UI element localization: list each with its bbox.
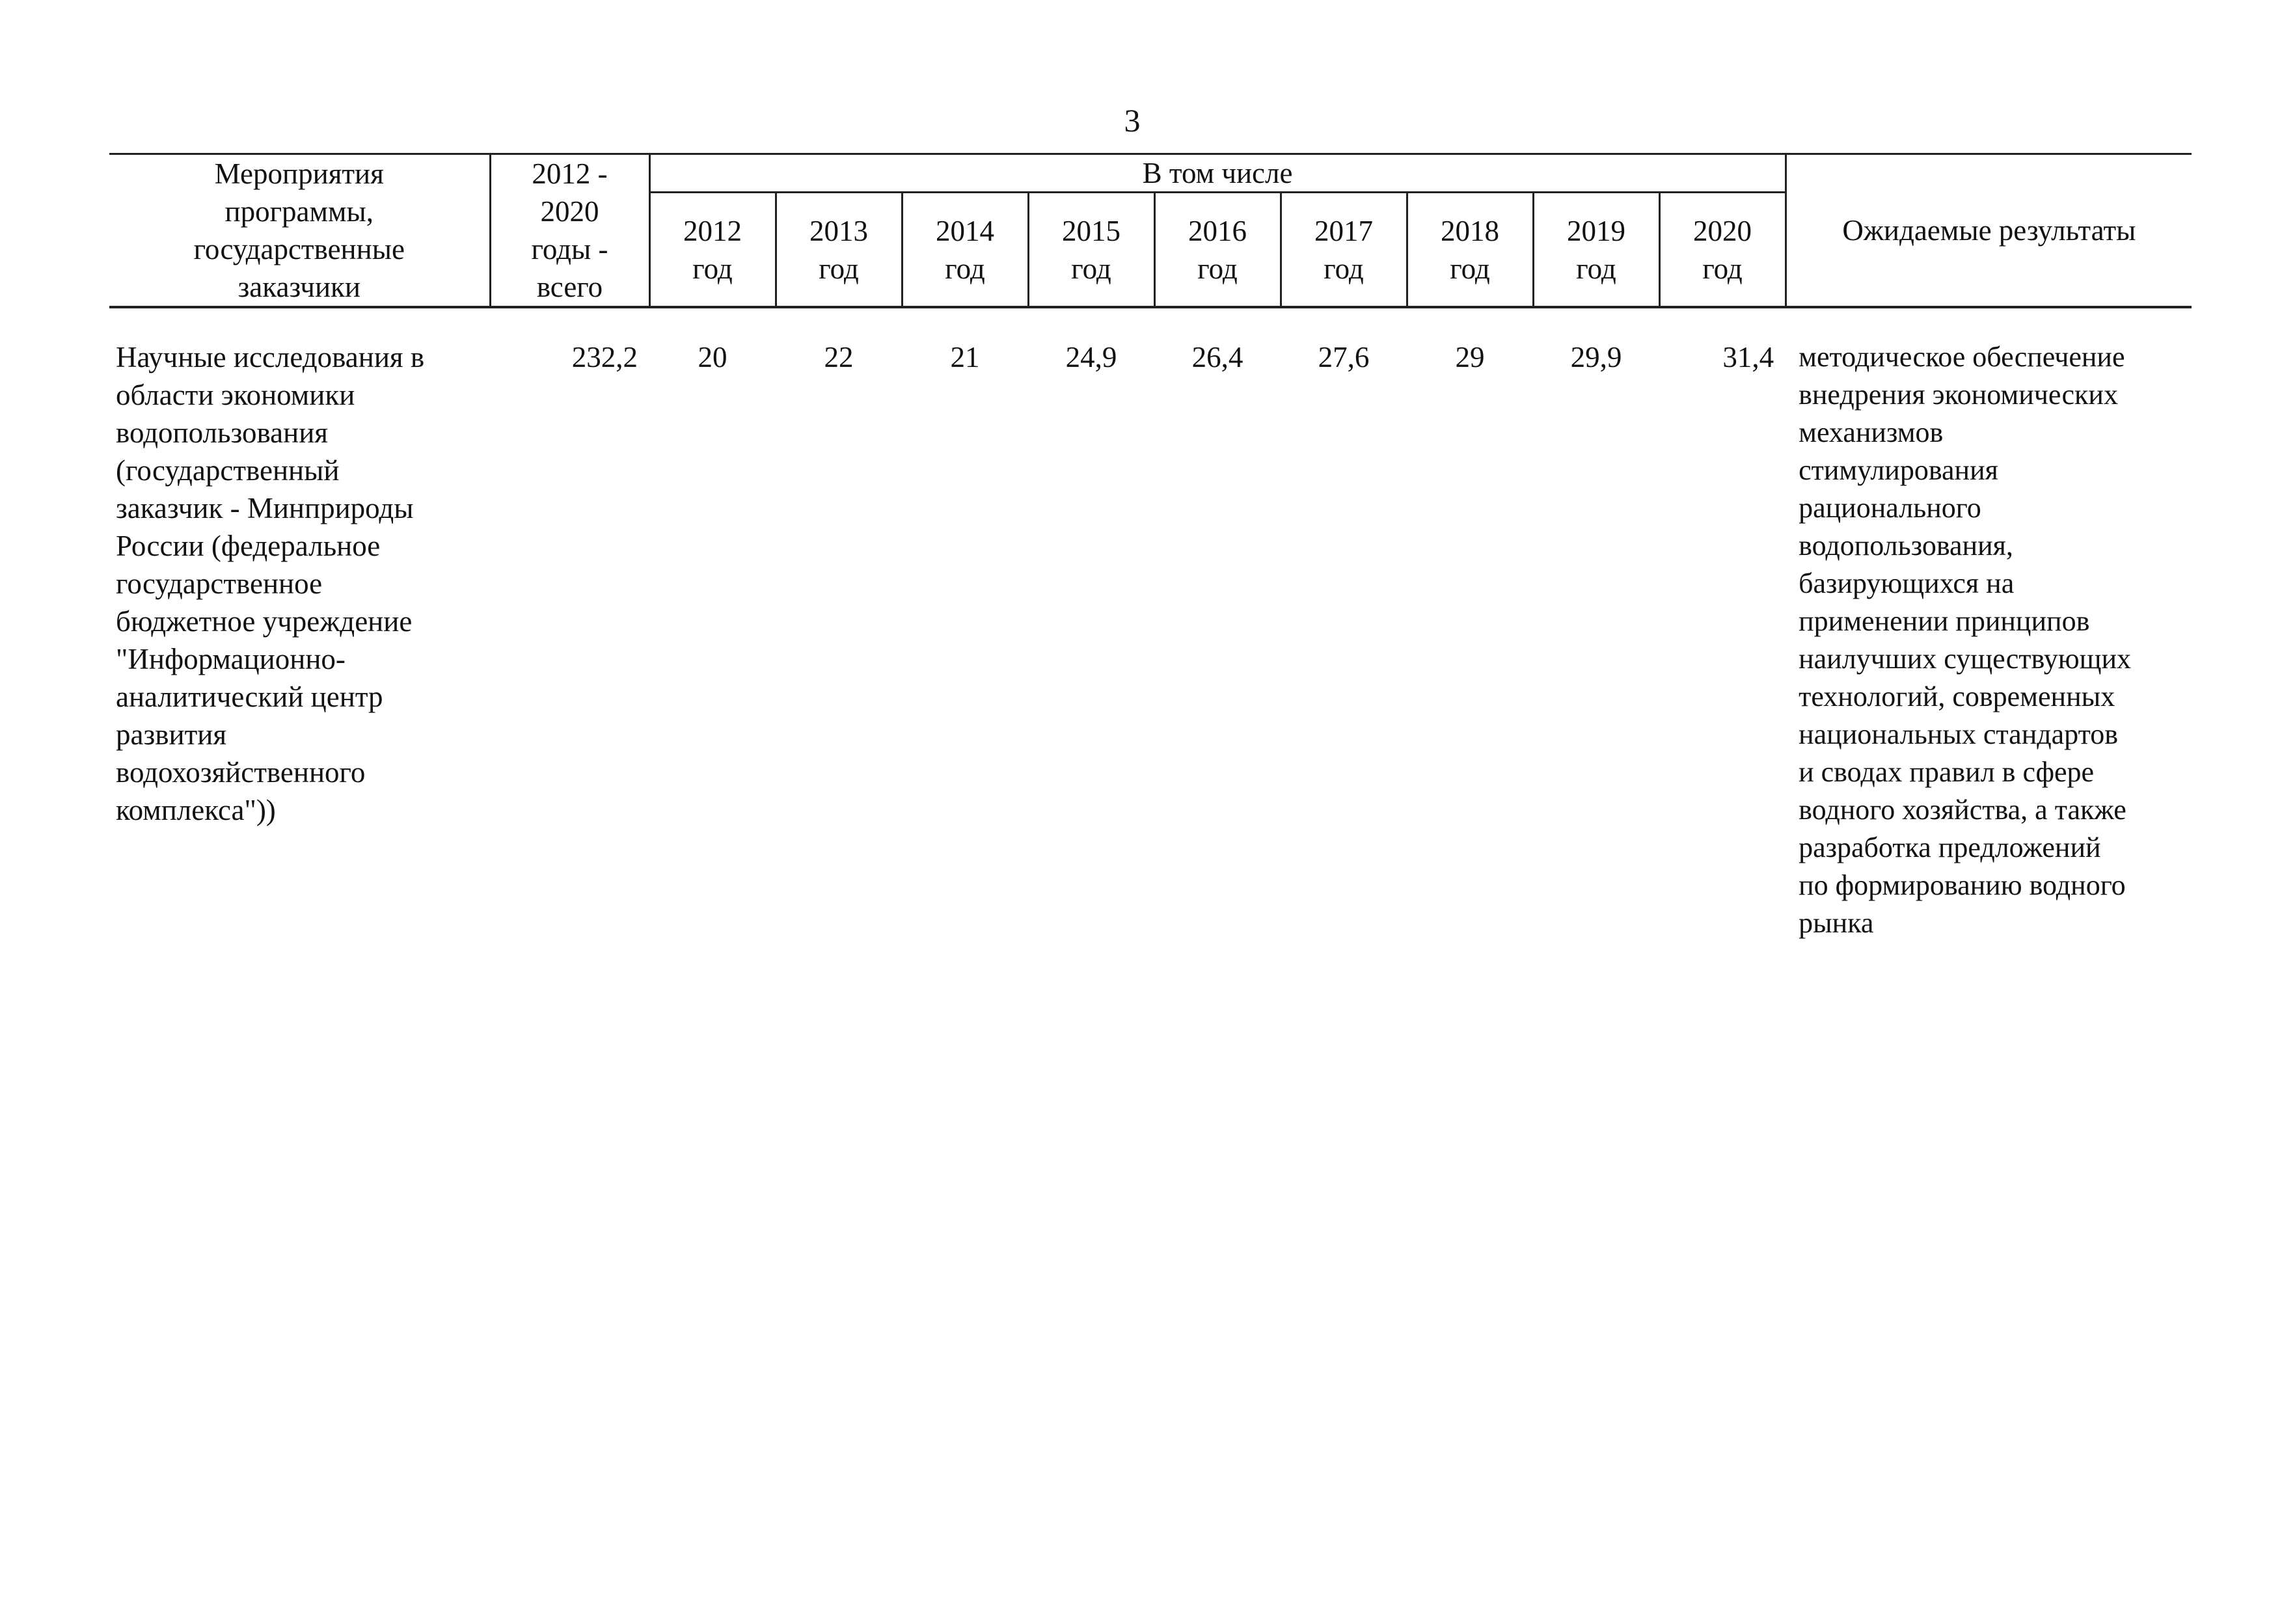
page-number: 3 [1124,102,1141,139]
header-total-line: годы - [531,233,608,265]
result-line: по формированию водного [1799,869,2126,901]
activity-line: области экономики [116,379,355,411]
header-total [490,154,649,308]
result-line: водопользования, [1799,530,2013,562]
result-line: базирующихся на [1799,567,2015,599]
header-year [1028,193,1154,307]
header-year-number: 2015 [1062,214,1121,247]
year-value-cell: 21 [950,341,980,373]
header-year-number: 2018 [1441,214,1499,247]
header-year [1154,193,1281,307]
result-line: механизмов [1799,416,1944,448]
result-line: стимулирования [1799,454,1998,486]
header-year [649,193,776,307]
activity-line: (государственный [116,454,340,487]
header-total-line: 2020 [540,195,599,228]
year-value-cell: 31,4 [1722,341,1774,373]
result-line: наилучших существующих [1799,643,2132,675]
header-year-unit: год [1576,252,1616,285]
activity-line: "Информационно- [116,643,346,675]
year-value-cell: 26,4 [1191,341,1243,373]
result-line: национальных стандартов [1799,718,2119,750]
header-activity-line: Мероприятия [214,157,384,190]
header-total-line: всего [536,271,603,303]
activity-line: водопользования [116,416,329,449]
activity-line: развития [116,718,227,751]
activity-line: России (федеральное [116,530,381,562]
result-line: внедрения экономических [1799,379,2118,411]
header-year-unit: год [1071,252,1111,285]
activity-cell [109,307,490,942]
header-total-line: 2012 - [532,157,608,190]
header-year-number: 2013 [809,214,868,247]
header-year-unit: год [945,252,985,285]
header-year-unit: год [1450,252,1490,285]
year-value-cell: 20 [698,341,727,373]
header-year [1281,193,1407,307]
result-line: разработка предложений [1799,832,2101,863]
result-line: рационального [1799,492,1981,524]
activity-line: комплекса")) [116,794,276,826]
activity-line: государственное [116,567,323,600]
header-activity-line: программы, [224,195,374,228]
result-line: рынка [1799,907,1874,939]
activity-line: бюджетное учреждение [116,605,413,638]
year-value-cell: 24,9 [1065,341,1117,373]
header-year-number: 2019 [1567,214,1625,247]
header-year-unit: год [1324,252,1364,285]
activity-line: водохозяйственного [116,756,366,789]
header-year [902,193,1028,307]
result-cell [1786,307,2192,942]
header-year-unit: год [692,252,733,285]
header-year [1533,193,1659,307]
table-row [109,307,2192,942]
total-cell: 232,2 [571,341,638,373]
header-including: В том числе [649,154,1786,193]
year-value-cell: 27,6 [1318,341,1370,373]
year-value-cell: 29 [1455,341,1485,373]
header-year-number: 2020 [1693,214,1752,247]
header-year-unit: год [1197,252,1238,285]
result-line: технологий, современных [1799,681,2115,712]
year-value-cell: 29,9 [1570,341,1622,373]
activity-line: Научные исследования в [116,341,425,373]
result-line: применении принципов [1799,605,2090,637]
header-activity [109,154,490,308]
result-line: водного хозяйства, а также [1799,794,2126,826]
header-year-number: 2017 [1314,214,1373,247]
table-body [109,307,2192,942]
activity-line: заказчик - Минприроды [116,492,414,524]
year-value-cell: 22 [824,341,854,373]
header-year-number: 2014 [936,214,994,247]
header-year [776,193,902,307]
result-line: методическое обеспечение [1799,341,2125,373]
activity-line: аналитический центр [116,681,383,713]
header-year-unit: год [819,252,859,285]
header-year-unit: год [1702,252,1743,285]
header-year [1407,193,1533,307]
header-year [1659,193,1786,307]
program-table [109,153,2192,942]
header-year-number: 2016 [1188,214,1247,247]
header-results: Ожидаемые результаты [1786,154,2192,308]
result-line: и сводах правил в сфере [1799,756,2095,788]
table-header [109,154,2192,308]
header-activity-line: государственные [193,233,405,265]
header-year-number: 2012 [683,214,742,247]
header-activity-line: заказчики [238,271,360,303]
